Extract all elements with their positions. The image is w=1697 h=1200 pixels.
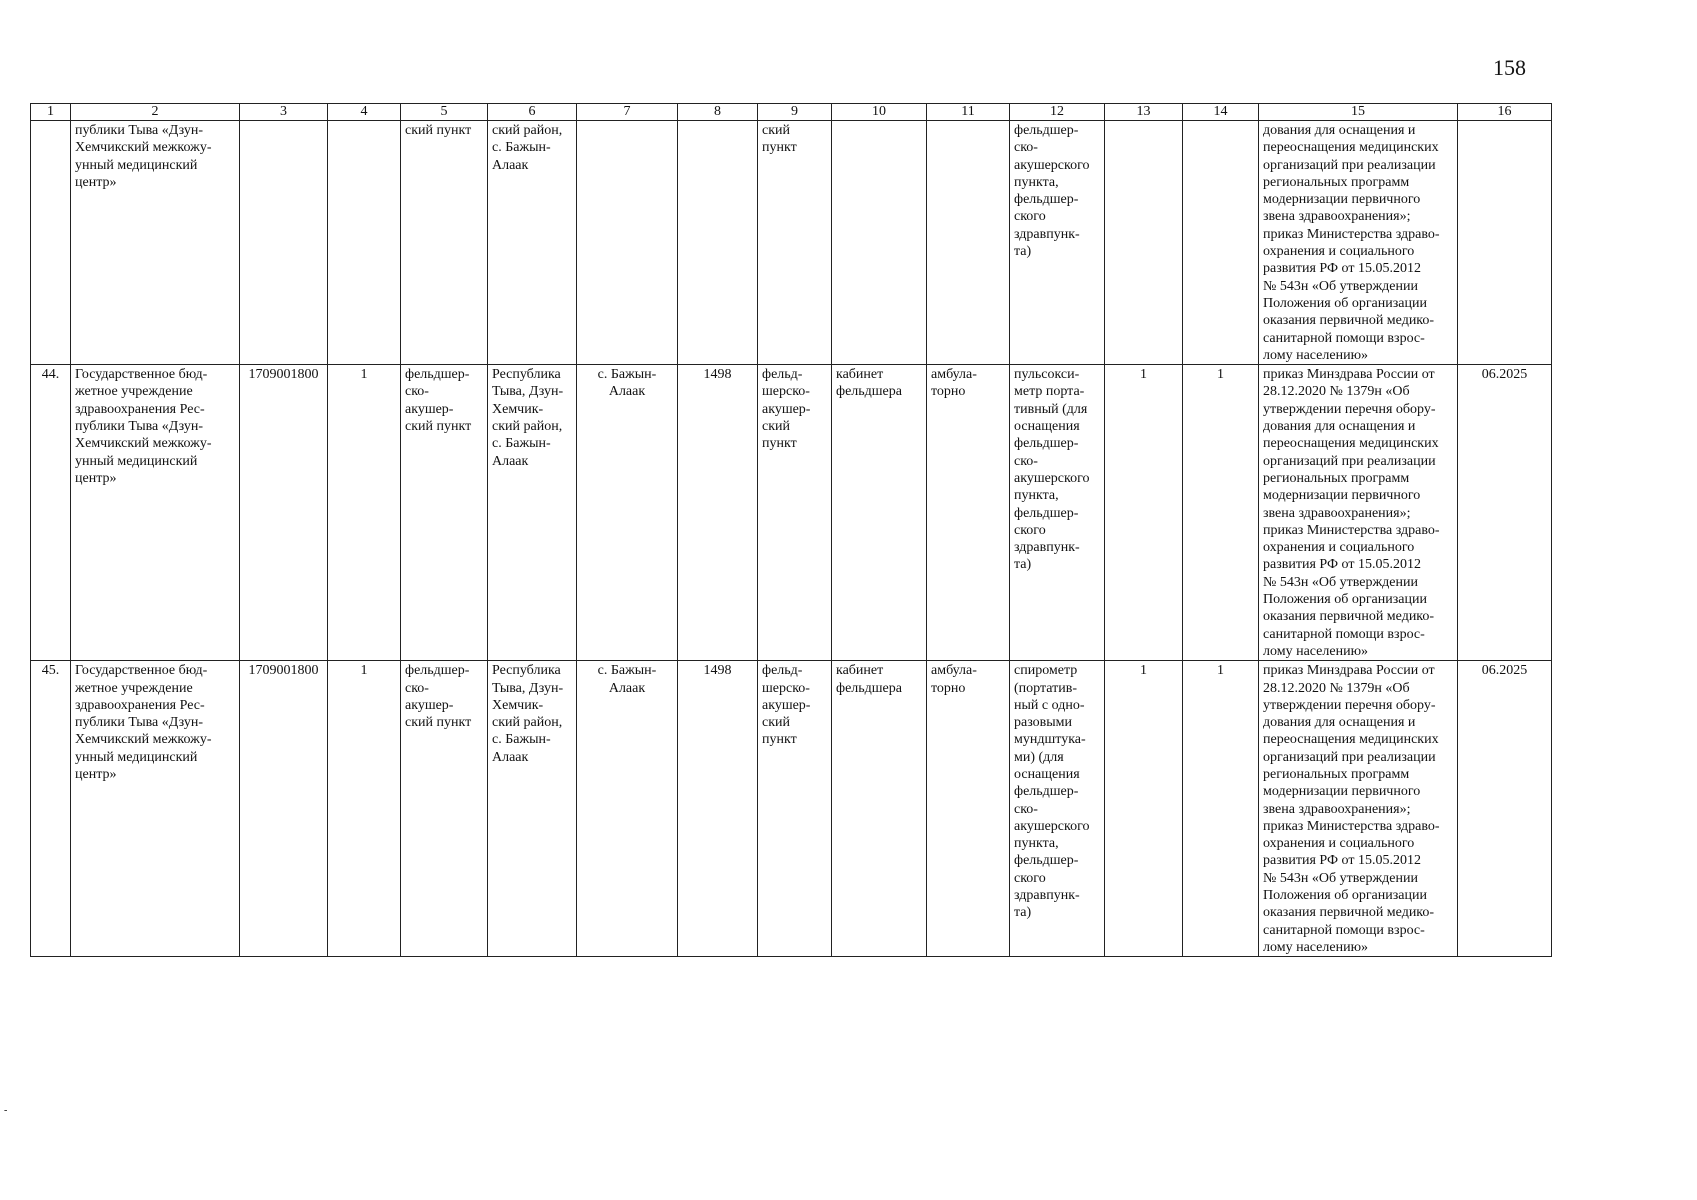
table-cell: ский район, с. Бажын- Алаак bbox=[488, 121, 577, 365]
table-cell: 1 bbox=[1183, 365, 1259, 661]
column-header: 10 bbox=[832, 104, 927, 121]
table-cell: 1 bbox=[328, 365, 401, 661]
table-body bbox=[31, 104, 1552, 957]
table-cell: пульсокси- метр порта- тивный (для оснащения фельдшер- ско- акушерского пункта, фельдшер- ского здравпунк- та) bbox=[1010, 365, 1105, 661]
column-header: 15 bbox=[1259, 104, 1458, 121]
table-cell: дования для оснащения и переоснащения медицинских организаций при реализации региональных программ модернизации первичного звена здравоохранения»; приказ Министерства здраво- охранения и социального развития РФ от 15.05.2012 № 543н «Об утверждении Положения об организации оказания первичной медико- санитарной помощи взрос- лому населению» bbox=[1259, 121, 1458, 365]
table-cell: 1709001800 bbox=[240, 365, 328, 661]
table-cell: 45. bbox=[31, 661, 71, 957]
table-cell bbox=[1458, 121, 1552, 365]
table-cell: 1498 bbox=[678, 661, 758, 957]
table-cell: спирометр (портатив- ный с одно- разовыми мундштука- ми) (для оснащения фельдшер- ско- акушерского пункта, фельдшер- ского здравпунк- та) bbox=[1010, 661, 1105, 957]
table-cell: фельд- шерско- акушер- ский пункт bbox=[758, 661, 832, 957]
table-cell: амбула- торно bbox=[927, 661, 1010, 957]
table-cell: фельдшер- ско- акушер- ский пункт bbox=[401, 661, 488, 957]
table-cell: 44. bbox=[31, 365, 71, 661]
column-header: 14 bbox=[1183, 104, 1259, 121]
table-row bbox=[31, 661, 1552, 957]
table-cell bbox=[927, 121, 1010, 365]
table-cell: Государственное бюд- жетное учреждение здравоохранения Рес- публики Тыва «Дзун- Хемчикский межкожу- унный медицинский центр» bbox=[71, 365, 240, 661]
column-header: 1 bbox=[31, 104, 71, 121]
table-cell: 1 bbox=[328, 661, 401, 957]
table-cell bbox=[240, 121, 328, 365]
table-cell: 1 bbox=[1183, 661, 1259, 957]
table-cell bbox=[1183, 121, 1259, 365]
table-cell: ский пункт bbox=[401, 121, 488, 365]
table-cell: 06.2025 bbox=[1458, 365, 1552, 661]
page-number: 158 bbox=[1493, 55, 1526, 80]
table-cell: 1498 bbox=[678, 365, 758, 661]
table-cell bbox=[678, 121, 758, 365]
table-cell: 1 bbox=[1105, 661, 1183, 957]
table-cell bbox=[31, 121, 71, 365]
equipment-table bbox=[30, 103, 1552, 957]
table-cell: приказ Минздрава России от 28.12.2020 № 1379н «Об утверждении перечня обору- дования для оснащения и переоснащения медицинских организаций при реализации региональных программ модернизации первичного звена здравоохранения»; приказ Министерства здраво- охранения и социального развития РФ от 15.05.2012 № 543н «Об утверждении Положения об организации оказания первичной медико- санитарной помощи взрос- лому населению» bbox=[1259, 365, 1458, 661]
table-cell: с. Бажын- Алаак bbox=[577, 661, 678, 957]
table-cell bbox=[577, 121, 678, 365]
table-cell: ский пункт bbox=[758, 121, 832, 365]
table-cell: кабинет фельдшера bbox=[832, 365, 927, 661]
table-cell: Государственное бюд- жетное учреждение здравоохранения Рес- публики Тыва «Дзун- Хемчикский межкожу- унный медицинский центр» bbox=[71, 661, 240, 957]
table-cell: 06.2025 bbox=[1458, 661, 1552, 957]
column-header: 13 bbox=[1105, 104, 1183, 121]
column-header: 7 bbox=[577, 104, 678, 121]
table-cell bbox=[328, 121, 401, 365]
table-cell: фельд- шерско- акушер- ский пункт bbox=[758, 365, 832, 661]
table-cell: Республика Тыва, Дзун- Хемчик- ский район, с. Бажын- Алаак bbox=[488, 365, 577, 661]
table-cell: публики Тыва «Дзун- Хемчикский межкожу- унный медицинский центр» bbox=[71, 121, 240, 365]
column-header: 9 bbox=[758, 104, 832, 121]
column-header: 8 bbox=[678, 104, 758, 121]
column-header: 2 bbox=[71, 104, 240, 121]
table-cell: 1709001800 bbox=[240, 661, 328, 957]
header-row bbox=[31, 104, 1552, 121]
table-row bbox=[31, 365, 1552, 661]
table-cell: амбула- торно bbox=[927, 365, 1010, 661]
table-cell: 1 bbox=[1105, 365, 1183, 661]
column-header: 4 bbox=[328, 104, 401, 121]
table-cell: приказ Минздрава России от 28.12.2020 № 1379н «Об утверждении перечня обору- дования для оснащения и переоснащения медицинских организаций при реализации региональных программ модернизации первичного звена здравоохранения»; приказ Министерства здраво- охранения и социального развития РФ от 15.05.2012 № 543н «Об утверждении Положения об организации оказания первичной медико- санитарной помощи взрос- лому населению» bbox=[1259, 661, 1458, 957]
column-header: 5 bbox=[401, 104, 488, 121]
table-cell: с. Бажын- Алаак bbox=[577, 365, 678, 661]
table-cell bbox=[1105, 121, 1183, 365]
column-header: 3 bbox=[240, 104, 328, 121]
table-cell: фельдшер- ско- акушер- ский пункт bbox=[401, 365, 488, 661]
column-header: 12 bbox=[1010, 104, 1105, 121]
table-row bbox=[31, 121, 1552, 365]
column-header: 11 bbox=[927, 104, 1010, 121]
margin-mark: - bbox=[4, 1105, 8, 1116]
table-cell: кабинет фельдшера bbox=[832, 661, 927, 957]
table-cell: Республика Тыва, Дзун- Хемчик- ский район, с. Бажын- Алаак bbox=[488, 661, 577, 957]
table-cell bbox=[832, 121, 927, 365]
column-header: 16 bbox=[1458, 104, 1552, 121]
column-header: 6 bbox=[488, 104, 577, 121]
table-cell: фельдшер- ско- акушерского пункта, фельдшер- ского здравпунк- та) bbox=[1010, 121, 1105, 365]
